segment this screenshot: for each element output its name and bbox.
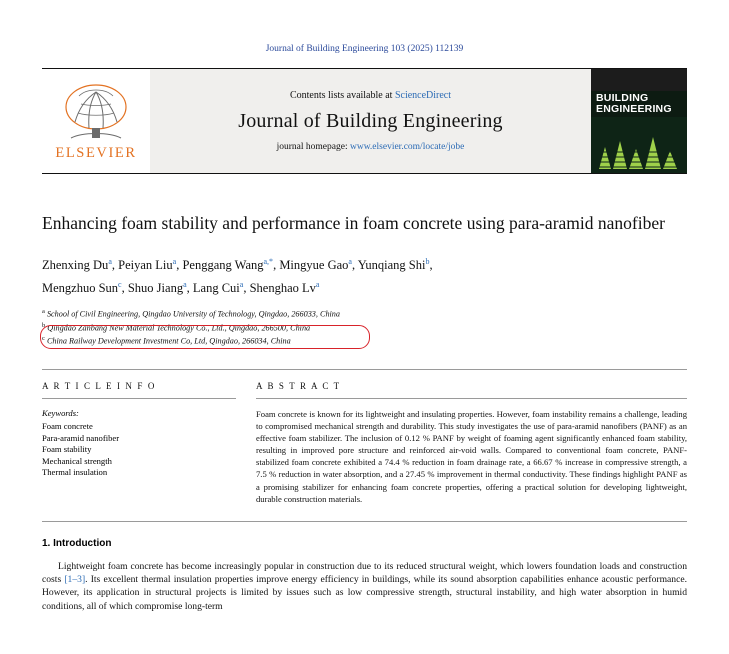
abstract-column [236, 381, 687, 505]
author-line-2: Mengzhuo Sun$^c$, Shuo Jiang$^a$, Lang Cui$^a$, Shenghao Lv$^a$ [42, 280, 320, 296]
journal-masthead [42, 68, 687, 174]
divider-above-info [42, 369, 687, 370]
citation-link[interactable]: [1–3] [64, 574, 86, 586]
article-body [42, 212, 687, 613]
affiliations [42, 307, 687, 347]
homepage-line [277, 142, 465, 152]
cover-title-line2: ENGINEERING [596, 103, 672, 115]
cover-header-band [591, 69, 687, 91]
affiliation-a-text: School of Civil Engineering, Qingdao University of Technology, Qingdao, 266033, China [46, 310, 340, 320]
contents-line [290, 90, 451, 101]
paragraph-part-1: Lightweight foam concrete has become increasingly popular in construction due to its reduced structural weight, which lowers foundation loads and construction costs [42, 560, 687, 586]
sciencedirect-link[interactable]: ScienceDirect [394, 90, 452, 101]
section-heading: 1. Introduction [42, 537, 112, 549]
elsevier-tree-icon [59, 82, 133, 144]
contents-prefix: Contents lists available at [289, 90, 393, 101]
journal-title: Journal of Building Engineering [238, 110, 503, 132]
affiliation-b-text: Qingdao Zanbang New Material Technology Co., Ltd., Qingdao, 266500, China [47, 323, 311, 333]
keyword-item: Foam concrete [42, 421, 93, 432]
article-info-heading: A R T I C L E I N F O [42, 381, 156, 392]
keywords-label: Keywords: [42, 408, 79, 419]
abstract-heading-rule [256, 398, 687, 399]
keyword-item: Thermal insulation [42, 467, 108, 478]
publisher-logo [42, 69, 150, 173]
journal-cover-image [591, 69, 687, 173]
article-title: Enhancing foam stability and performance in foam concrete using para-aramid nanofiber [42, 213, 665, 233]
affiliation-c-text: China Railway Development Investment Co, Ltd, Qingdao, 266034, China [46, 336, 291, 346]
section-paragraph [42, 560, 687, 613]
masthead-center [150, 69, 591, 173]
running-head: Journal of Building Engineering 103 (2025) 112139 [265, 44, 464, 54]
cover-artwork [591, 117, 687, 173]
divider-below-abstract [42, 521, 687, 522]
article-info-column [42, 381, 236, 505]
paragraph-part-2: . Its excellent thermal insulation properties improve energy efficiency in buildings, while its sound absorption capabilities enhance acoustic performance. However, its application in structural projects is limited by issues such as low compressive strength, structural instability, and high water absorption in humid conditions, all of which compromise long-term [42, 574, 687, 612]
homepage-prefix: journal homepage: [276, 142, 348, 152]
abstract-text: Foam concrete is known for its lightweight and insulating properties. However, foam instability remains a challenge, leading to compromised mechanical strength and durability. This study investigates the use of para-aramid nanofibers (PANF) as an effective foam stabilizer. The inclusion of 0.12 % PANF by weight of foaming agent significantly enhanced foam stability, resulting in improved pore structure and reinforced air-void walls. Compared to conventional foam concrete, PANF-stabilized foam concrete exhibited a 74.4 % reduction in foam drainage rate, a 66.67 % increase in compressive strength, a 7.5 % reduction in water absorption, and a 27.45 % improvement in thermal conductivity. These findings highlight PANF as a promising stabilizer for enhancing foam concrete properties, offering a practical solution for developing lightweight, durable construction materials. [256, 409, 687, 504]
affiliation-a: $^a$ School of Civil Engineering, Qingdao University of Technology, Qingdao, 266033, China [42, 308, 340, 320]
journal-homepage-link[interactable]: www.elsevier.com/locate/jobe [349, 142, 465, 152]
keyword-item: Foam stability [42, 444, 92, 455]
cover-title-line1: BUILDING [596, 92, 649, 104]
keyword-item: Para-aramid nanofiber [42, 432, 120, 443]
author-line-1: Zhenxing Du$^a$, Peiyan Liu$^a$, Penggang Wang$^{a,*}$, Mingyue Gao$^a$, Yunqiang Shi$^b$, [42, 257, 433, 273]
keyword-item: Mechanical strength [42, 455, 112, 466]
cover-title [591, 91, 687, 115]
affiliation-c: $^c$ China Railway Development Investment Co, Ltd, Qingdao, 266034, China [42, 334, 291, 346]
abstract-heading: A B S T R A C T [256, 381, 341, 392]
publisher-name: ELSEVIER [55, 145, 137, 161]
affiliation-b: $^b$ Qingdao Zanbang New Material Technology Co., Ltd., Qingdao, 266500, China [42, 321, 311, 333]
info-abstract-row [42, 381, 687, 505]
info-heading-rule [42, 398, 236, 399]
author-list [42, 252, 687, 298]
